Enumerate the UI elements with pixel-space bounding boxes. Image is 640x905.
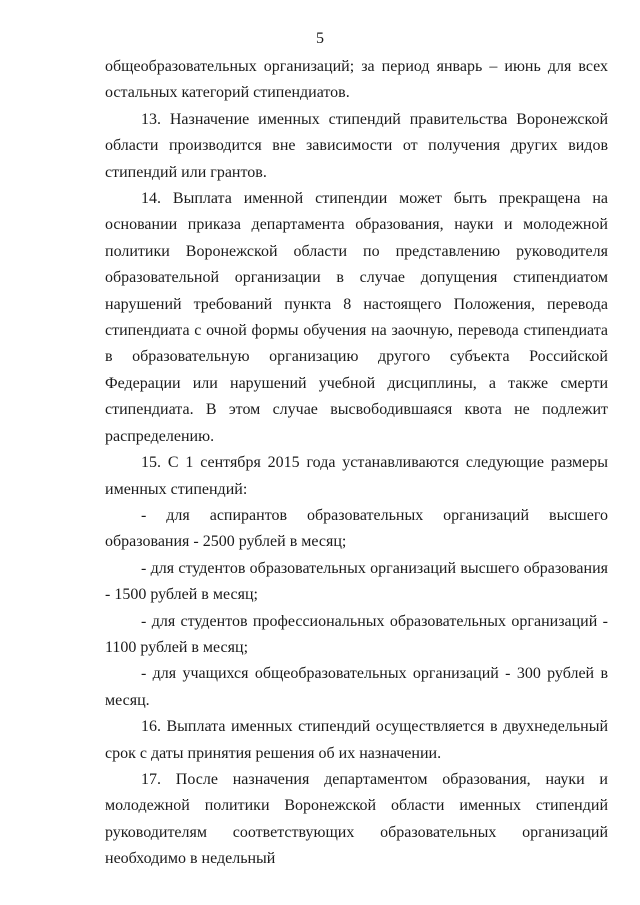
paragraph-15: 15. С 1 сентября 2015 года устанавливаются следующие размеры именных стипендий: <box>105 454 608 498</box>
list-item-vocational-students: - для студентов профессиональных образовательных организаций - 1100 рублей в месяц; <box>105 612 608 656</box>
list-item-school-pupils: - для учащихся общеобразовательных организаций - 300 рублей в месяц. <box>105 665 608 709</box>
page-number: 5 <box>316 30 324 47</box>
list-item-postgraduates: - для аспирантов образовательных организаций высшего образования - 2500 рублей в месяц; <box>105 506 608 551</box>
document-body <box>105 54 608 873</box>
paragraph-13: 13. Назначение именных стипендий правительства Воронежской области производится вне зависимости от получения других видов стипендий или грантов. <box>105 110 608 181</box>
paragraph-16: 16. Выплата именных стипендий осуществляется в двухнедельный срок с даты принятия решения об их назначении. <box>105 718 608 762</box>
list-item-university-students: - для студентов образовательных организаций высшего образования - 1500 рублей в месяц; <box>105 559 608 604</box>
paragraph-continuation: общеобразовательных организаций; за период январь – июнь для всех остальных категорий стипендиатов. <box>105 58 608 102</box>
paragraph-17: 17. После назначения департаментом образования, науки и молодежной политики Воронежской области именных стипендий руководителям соответствующих образовательных организаций необходимо в недельный <box>105 770 608 868</box>
paragraph-14: 14. Выплата именной стипендии может быть прекращена на основании приказа департамента образования, науки и молодежной политики Воронежской области по представлению руководителя образовательной организации в случае допущения стипендиатом нарушений требований пункта 8 настоящего Положения, перевода стипендиата с очной формы обучения на заочную, перевода стипендиата в образовательную организацию другого субъекта Российской Федерации или нарушений учебной дисциплины, а также смерти стипендиата. В этом случае высвободившаяся квота не подлежит распределению. <box>105 190 608 445</box>
